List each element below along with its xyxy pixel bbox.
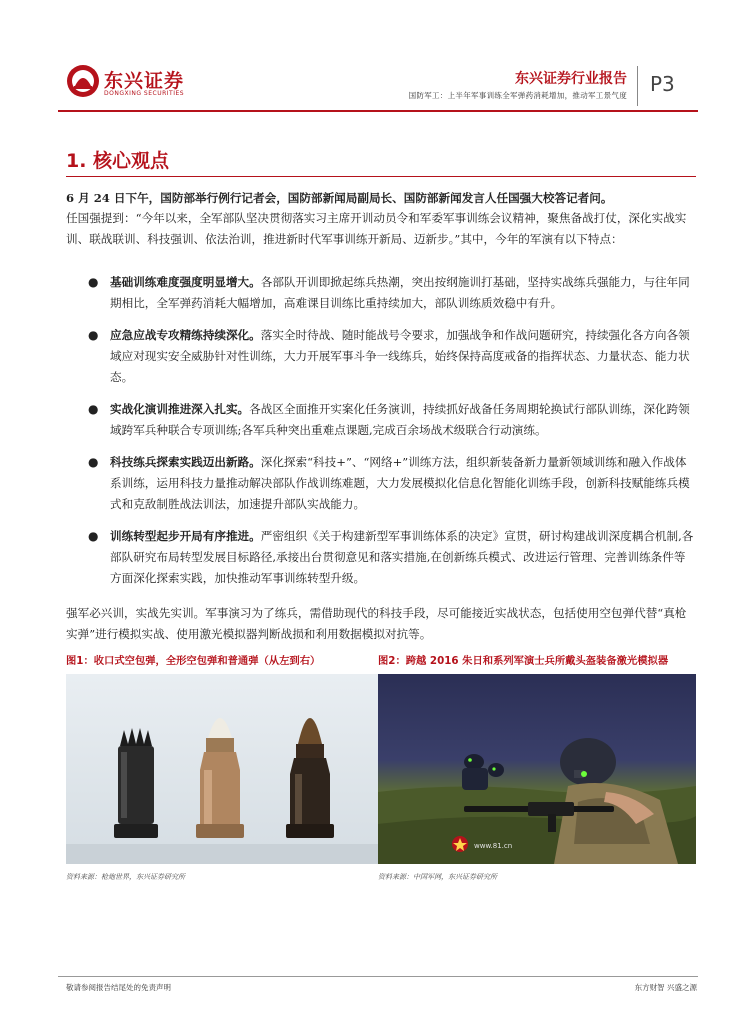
header-divider xyxy=(637,66,638,106)
ammunition-illustration xyxy=(66,674,384,864)
bullet-icon: ● xyxy=(88,529,99,543)
list-item xyxy=(66,526,696,589)
figure-source: 资料来源：枪炮世界，东兴证券研究所 xyxy=(66,873,185,881)
bullet-icon: ● xyxy=(88,275,99,289)
disclaimer-note: 敬请参阅报告结尾处的免责声明 xyxy=(66,983,171,992)
bullet-text: 落实全时待战、随时能战号令要求，加强战争和作战问题研究，持续强化各方向各领域应对现实安全威胁针对性训练，大力开展军事斗争一线练兵，始终保持高度戒备的指挥状态、力量状态、能力状态。 xyxy=(110,328,690,384)
section-rule xyxy=(66,176,696,177)
lead-paragraph: 6 月 24 日下午，国防部举行例行记者会，国防部新闻局副局长、国防部新闻发言人任国强大校答记者问。 xyxy=(66,191,613,205)
report-subtitle: 国防军工：上半年军事训练全军弹药消耗增加，推动军工景气度 xyxy=(408,91,627,100)
soldier-illustration xyxy=(378,674,696,864)
page-header xyxy=(0,0,755,112)
figure-1 xyxy=(66,652,386,882)
page-number: P3 xyxy=(650,72,675,96)
intro-paragraph: 任国强提到：“今年以来，全军部队坚决贯彻落实习主席开训动员令和军委军事训练会议精神，聚焦备战打仗，深化实战实训、联战联训、科技强训、依法治训，推进新时代军事训练开新局、迈新步。”其中，今年的军演有以下特点： xyxy=(66,211,687,246)
header-rule xyxy=(58,110,698,112)
report-title: 东兴证券行业报告 xyxy=(515,71,627,87)
watermark: www.81.cn xyxy=(474,842,513,850)
closing-paragraph: 强军必兴训，实战先实训。军事演习为了练兵，需借助现代的科技手段，尽可能接近实战状态，包括使用空包弹代替“真枪实弹”进行模拟实战、使用激光模拟器判断战损和利用数据模拟对抗等。 xyxy=(66,606,687,641)
company-slogan: 东方财智 兴盛之源 xyxy=(634,983,697,992)
list-item xyxy=(66,325,696,388)
dongxing-logo-icon xyxy=(66,64,100,98)
ordinary-round xyxy=(286,718,334,838)
soldier-laser-simulator-photo xyxy=(378,674,696,864)
figure-2 xyxy=(378,652,698,882)
footer-rule xyxy=(58,976,698,977)
bullet-title: 实战化演训推进深入扎实。 xyxy=(110,402,250,416)
figure-source: 资料来源：中国军网，东兴证券研究所 xyxy=(378,873,497,881)
bullet-title: 科技练兵探索实践迈出新路。 xyxy=(110,455,261,469)
bullet-title: 应急应战专攻精练持续深化。 xyxy=(110,328,261,342)
bullet-title: 训练转型起步开局有序推进。 xyxy=(110,529,261,543)
bullet-text: 严密组织《关于构建新型军事训练体系的决定》宣贯，研讨构建战训深度耦合机制,各部队研究布局转型发展目标路径,承接出台贯彻意见和落实措施,在创新练兵模式、改进运行管理、完善训练条件等方面深化探索实践，加快推动军事训练转型升级。 xyxy=(110,529,694,585)
bullet-icon: ● xyxy=(88,328,99,342)
list-item xyxy=(66,399,696,441)
distant-soldiers xyxy=(462,754,504,790)
logo-english-name: DONGXING SECURITIES xyxy=(104,90,185,97)
bullet-icon: ● xyxy=(88,402,99,416)
section-title: 1. 核心观点 xyxy=(66,150,170,172)
feature-list xyxy=(66,272,696,600)
ammunition-photo xyxy=(66,674,384,864)
list-item xyxy=(66,452,696,515)
bullet-text: 各部队开训即掀起练兵热潮，突出按纲施训打基础，坚持实战练兵强能力，与往年同期相比，全军弹药消耗大幅增加，高难课目训练比重持续加大，部队训练质效稳中有升。 xyxy=(110,275,690,310)
logo-chinese-name: 东兴证券 xyxy=(104,70,185,92)
crimped-blank-round xyxy=(114,728,158,838)
list-item xyxy=(66,272,696,314)
figure-caption: 图1：收口式空包弹，全形空包弹和普通弹（从左到右） xyxy=(66,655,321,667)
bullet-title: 基础训练难度强度明显增大。 xyxy=(110,275,261,289)
bullet-icon: ● xyxy=(88,455,99,469)
bullet-text: 深化探索“科技+”、“网络+”训练方法，组织新装备新力量新领域训练和融入作战体系训练，运用科技力量推动解决部队作战训练难题，大力发展模拟化信息化智能化训练手段，创新科技赋能练兵模式和克敌制胜战法训法，加速提升部队实战能力。 xyxy=(110,455,690,511)
company-logo xyxy=(66,64,196,104)
figure-caption: 图2：跨越 2016 朱日和系列军演士兵所戴头盔装备激光模拟器 xyxy=(378,655,669,667)
bullet-text: 各战区全面推开实案化任务演训，持续抓好战备任务周期轮换试行部队训练，深化跨领域跨军兵种联合专项训练;各军兵种突出重难点课题,完成百余场战术级联合行动演练。 xyxy=(110,402,690,437)
full-form-blank-round xyxy=(196,718,244,838)
